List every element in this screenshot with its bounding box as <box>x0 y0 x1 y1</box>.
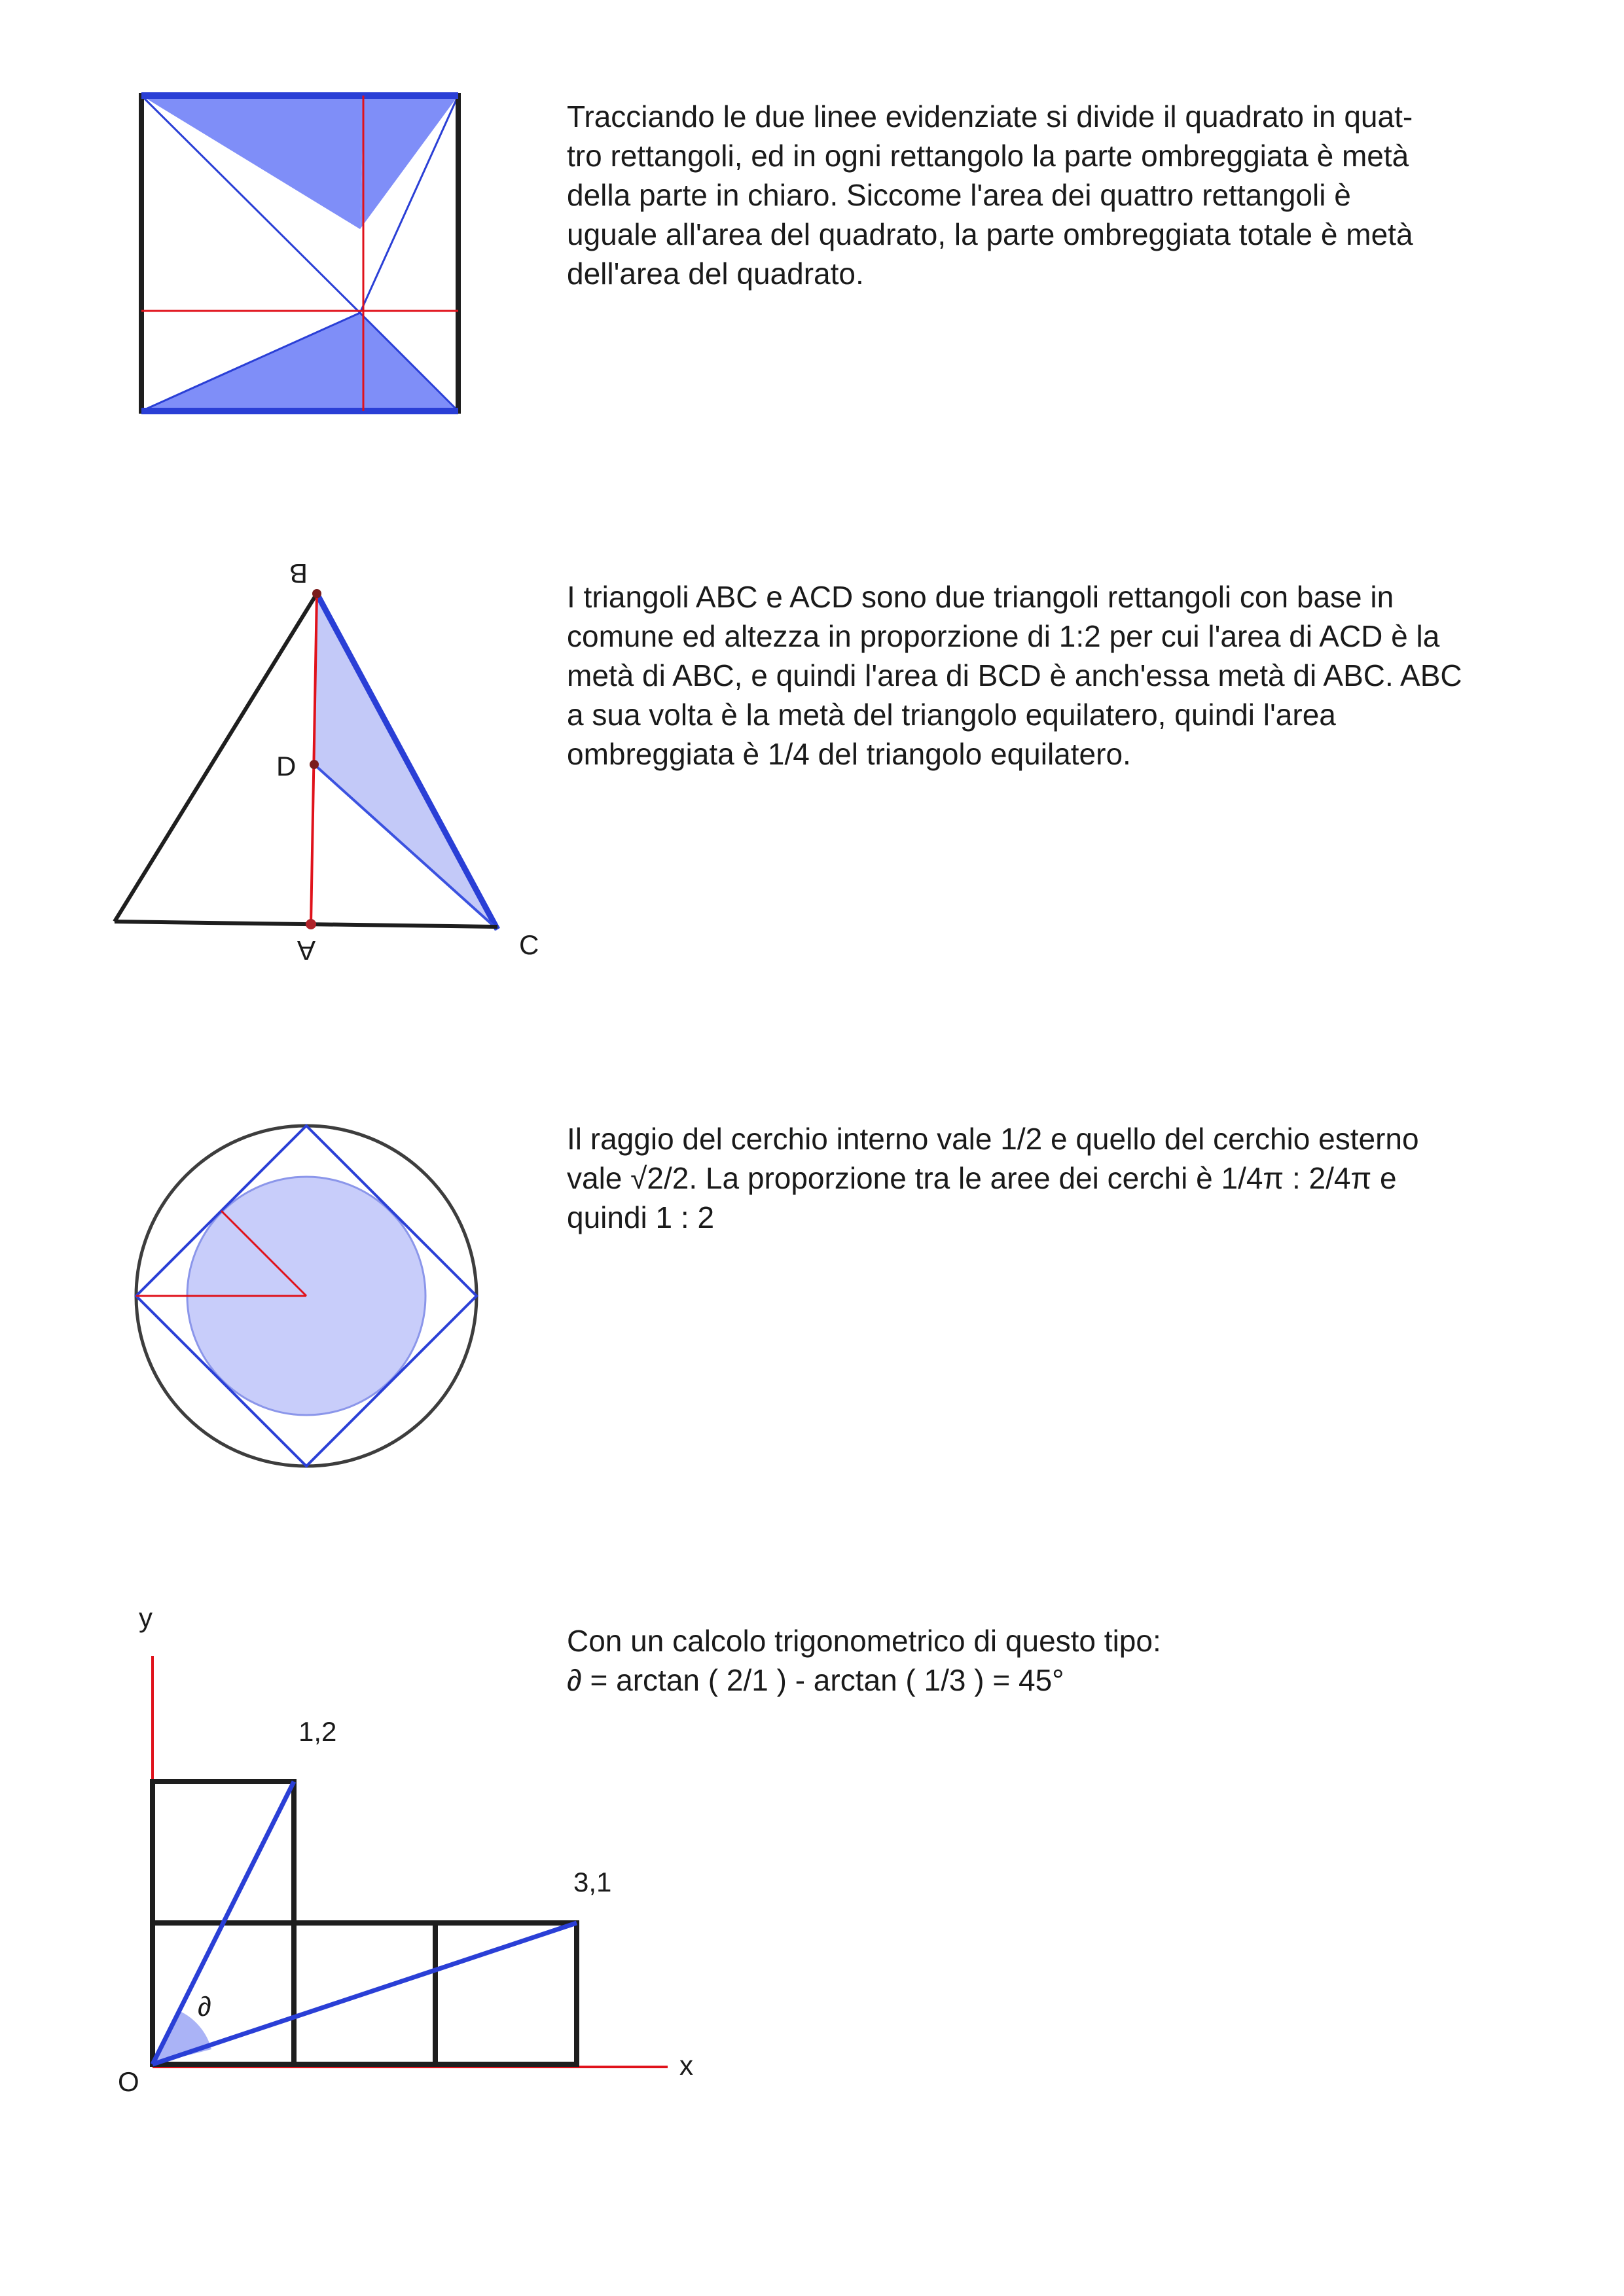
label-b: B <box>289 558 308 589</box>
section-circles <box>0 1100 1624 1525</box>
label-y: y <box>139 1602 153 1633</box>
section-triangle <box>0 524 1624 995</box>
right-triangle-diagram-icon <box>98 537 556 995</box>
grid-squares <box>153 1782 577 2064</box>
circles-explanation: Il raggio del cerchio interno vale 1/2 e quello del cerchio esterno vale √2/2. La proporzione tra le aree dei cerchi è 1/4π : 2/4π e quindi 1 : 2 <box>567 1122 1419 1234</box>
section-grid <box>0 1571 1624 2108</box>
shaded-upper-triangle <box>141 96 364 229</box>
section-square <box>0 0 1624 458</box>
triangle-explanation: I triangoli ABC e ACD sono due triangoli rettangoli con base in comune ed altezza in proporzione di 1:2 per cui l'area di ACD è la metà di ABC, e quindi l'area di BCD è anch'essa metà di ABC. ABC a sua volta è la metà del triangolo equilatero, quindi l'area ombreggiata è 1/4 del triangolo equilatero. <box>567 580 1462 771</box>
label-a: A <box>297 935 316 966</box>
line-to-3-1 <box>153 1923 577 2064</box>
label-c: C <box>519 929 539 960</box>
label-angle: ∂ <box>198 1991 211 2022</box>
label-point-1-2: 1,2 <box>298 1716 337 1747</box>
label-x: x <box>679 2050 693 2081</box>
label-point-3-1: 3,1 <box>573 1867 612 1897</box>
grid-explanation: Con un calcolo trigonometrico di questo tipo: ∂ = arctan ( 2/1 ) - arctan ( 1/3 ) = 45° <box>567 1624 1161 1697</box>
square-explanation: Tracciando le due linee evidenziate si divide il quadrato in quat- tro rettangoli, ed in ogni rettangolo la parte ombreggiata è metà della parte in chiaro. Siccome l'area dei quattro rettangoli è uguale all'area del quadrato, la parte ombreggiata totale è metà dell'area del quadrato. <box>567 99 1413 291</box>
label-origin: O <box>118 2066 139 2097</box>
shaded-upper-right-triangle <box>360 96 458 229</box>
label-d: D <box>276 751 297 781</box>
shaded-lower-triangle <box>141 313 458 411</box>
square-halves-diagram-icon <box>131 85 478 425</box>
inscribed-circles-diagram-icon <box>131 1119 484 1473</box>
